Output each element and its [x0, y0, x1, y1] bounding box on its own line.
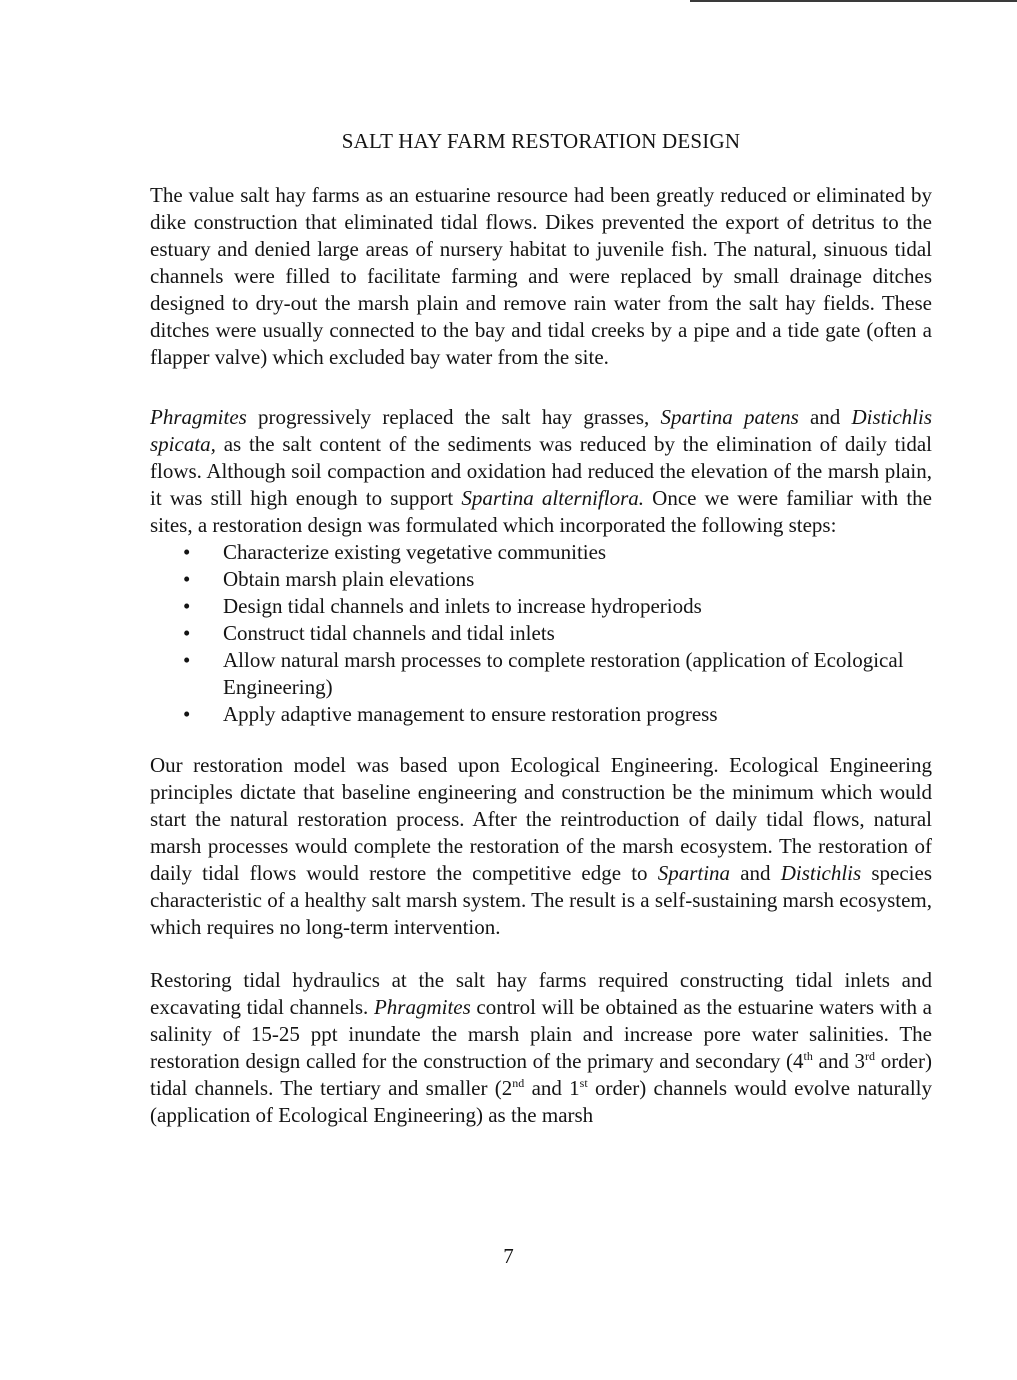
- list-item: [183, 593, 932, 620]
- ordinal-suffix: th: [803, 1049, 813, 1063]
- list-item: [183, 647, 932, 701]
- list-item: [183, 620, 932, 647]
- list-item-text: Design tidal channels and inlets to increase hydroperiods: [223, 594, 702, 618]
- species-name: Spartina: [657, 861, 731, 885]
- text-span: Once we were familiar with the sites, a restoration design was formulated which incorporated the following steps:: [150, 486, 932, 537]
- species-name: Phragmites: [150, 405, 247, 429]
- bullet-icon: •: [183, 648, 191, 672]
- text-span: progressively replaced the salt hay grasses,: [246, 405, 661, 429]
- text-span: and: [730, 861, 781, 885]
- list-item-text: Characterize existing vegetative communities: [223, 540, 607, 564]
- paragraph-restoration-model: [150, 752, 932, 941]
- ordinal-suffix: rd: [865, 1049, 876, 1063]
- document-page: [150, 126, 932, 1129]
- text-span: and: [798, 405, 852, 429]
- list-item: [183, 701, 932, 728]
- species-name: Distichlis: [780, 861, 862, 885]
- restoration-steps-list: [150, 539, 932, 728]
- bullet-icon: •: [183, 621, 191, 645]
- page-number: 7: [503, 1244, 514, 1268]
- top-edge-rule: [690, 0, 1017, 2]
- list-item-text: Obtain marsh plain elevations: [223, 567, 475, 591]
- text-span: Our restoration model was based upon Ecological Engineering. Ecological Engineering principles dictate that baseline engineering and construction be the minimum which would start the natural restoration process. After the reintroduction of daily tidal flows, natural marsh processes would complete the restoration of the marsh ecosystem. The restoration of daily tidal flows would restore the competitive edge to: [150, 753, 932, 885]
- text-span: and 1: [524, 1076, 580, 1100]
- text-span: and 3: [812, 1049, 866, 1073]
- species-name: Distichlis spicata,: [150, 405, 933, 456]
- paragraph-phragmites: [150, 404, 932, 539]
- text-span: control will be obtained as the estuarine waters with a salinity of 15-25 ppt inundate the marsh plain and increase pore water salinities. The restoration design called for the construction of the primary and secondary (4: [150, 995, 932, 1073]
- text-span: Restoring tidal hydraulics at the salt hay farms required constructing tidal inlets and excavating tidal channels.: [150, 968, 932, 1019]
- bullet-icon: •: [183, 540, 191, 564]
- text-span: as the salt content of the sediments was reduced by the elimination of daily tidal flows. Although soil compaction and oxidation had reduced the elevation of the marsh plain, it was still high enough to support: [150, 432, 932, 510]
- species-name: Phragmites: [373, 995, 471, 1019]
- bullet-icon: •: [183, 702, 191, 726]
- species-name: Spartina patens: [660, 405, 799, 429]
- list-item-text: Allow natural marsh processes to complete restoration (application of Ecological Engineering): [223, 648, 904, 699]
- text-span: order) tidal channels. The tertiary and smaller (2: [150, 1049, 932, 1100]
- page-title: SALT HAY FARM RESTORATION DESIGN: [341, 129, 741, 153]
- bullet-icon: •: [183, 594, 191, 618]
- list-item: [183, 539, 932, 566]
- text-span: species characteristic of a healthy salt marsh system. The result is a self-sustaining marsh ecosystem, which requires no long-term intervention.: [150, 861, 932, 939]
- list-item-text: Apply adaptive management to ensure restoration progress: [223, 702, 718, 726]
- ordinal-suffix: st: [579, 1076, 588, 1090]
- species-name: Spartina alterniflora.: [461, 486, 645, 510]
- text-span: order) channels would evolve naturally (application of Ecological Engineering) as the marsh: [150, 1076, 932, 1127]
- list-item: [183, 566, 932, 593]
- ordinal-suffix: nd: [512, 1076, 525, 1090]
- paragraph-intro: The value salt hay farms as an estuarine resource had been greatly reduced or eliminated by dike construction that eliminated tidal flows. Dikes prevented the export of detritus to the estuary and denied large areas of nursery habitat to juvenile fish. The natural, sinuous tidal channels were filled to facilitate farming and were replaced by small drainage ditches designed to dry-out the marsh plain and remove rain water from the salt hay fields. These ditches were usually connected to the bay and tidal creeks by a pipe and a tide gate (often a flapper valve) which excluded bay water from the site.: [150, 183, 932, 369]
- bullet-icon: •: [183, 567, 191, 591]
- list-item-text: Construct tidal channels and tidal inlets: [223, 621, 555, 645]
- paragraph-tidal-hydraulics: [150, 967, 932, 1129]
